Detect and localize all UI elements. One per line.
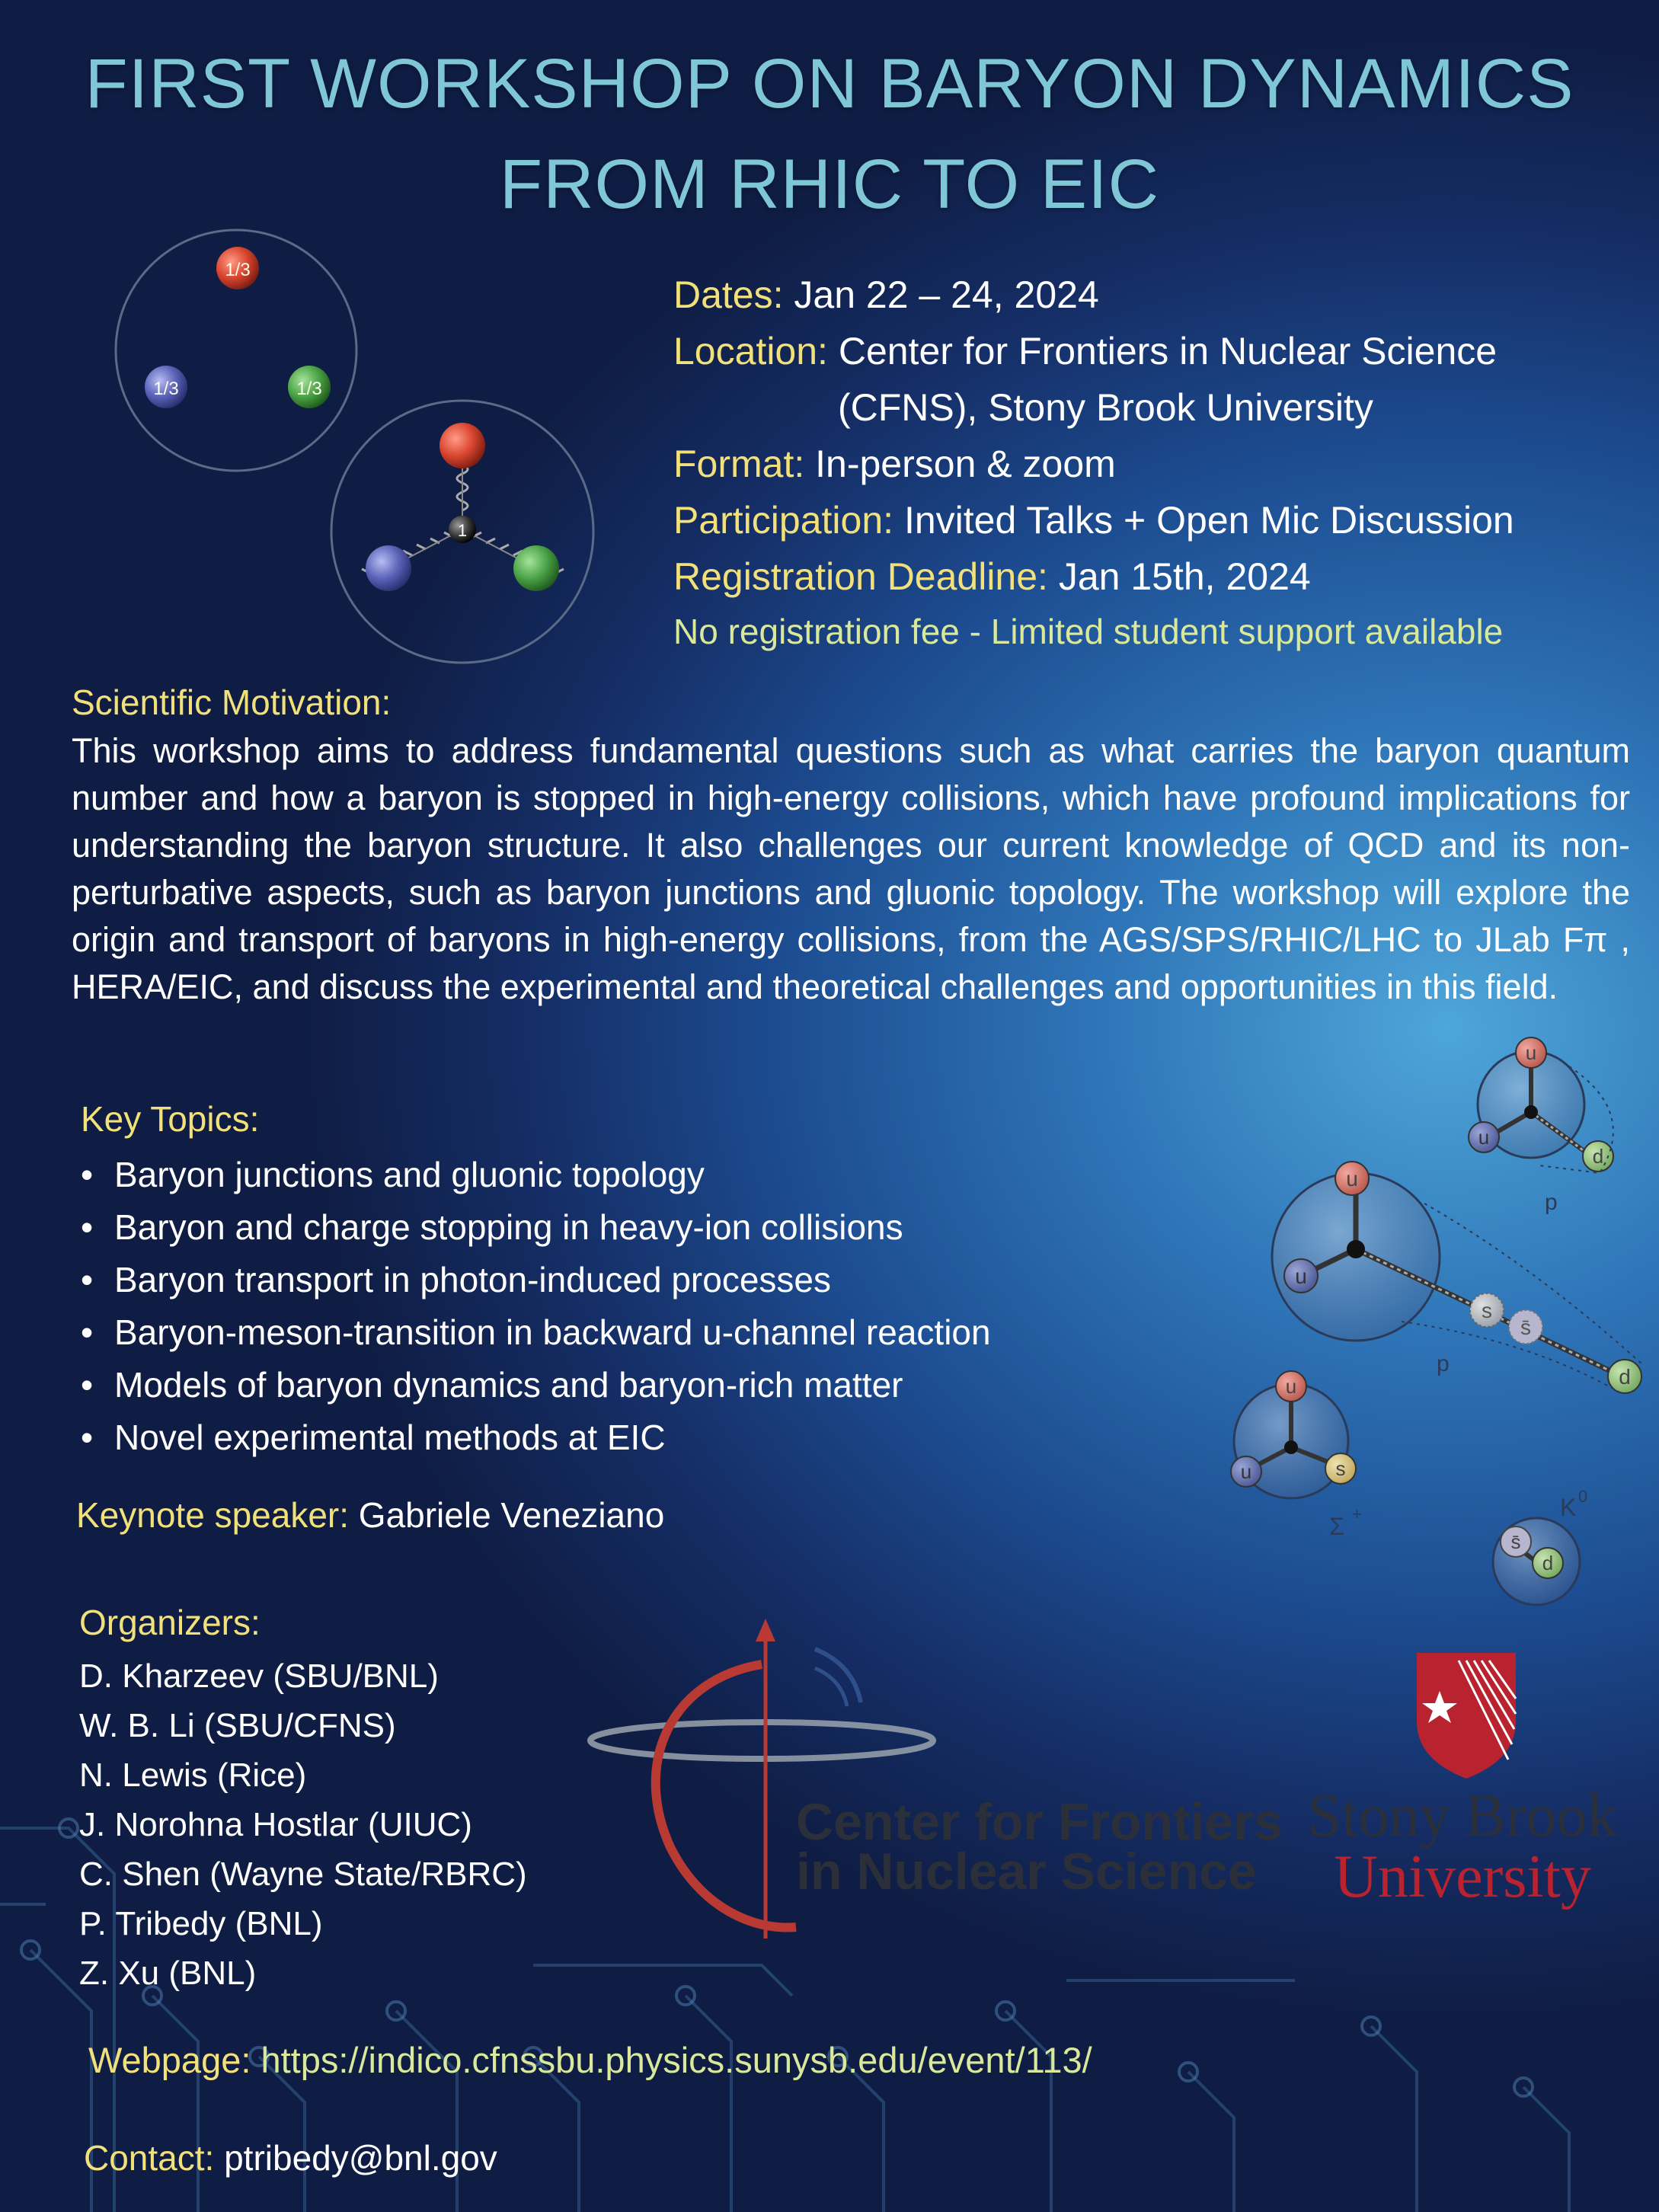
title-line-2: FROM RHIC TO EIC <box>499 145 1160 223</box>
topic-text: Novel experimental methods at EIC <box>114 1418 666 1457</box>
keynote-line <box>76 1494 664 1536</box>
blue-quark-charge: 1/3 <box>153 379 179 399</box>
webpage-link[interactable]: https://indico.cfnssbu.physics.sunysb.edu/event/113/ <box>251 2040 1092 2080</box>
webpage-line <box>88 2039 1092 2081</box>
participation-line <box>673 498 1514 542</box>
list-item: Z. Xu (BNL) <box>79 1955 257 1992</box>
dates-value: Jan 22 – 24, 2024 <box>783 273 1099 316</box>
junction-green-quark <box>513 545 559 591</box>
svg-text:p: p <box>1545 1190 1558 1215</box>
bullet: • <box>81 1155 94 1194</box>
list-item: W. B. Li (SBU/CFNS) <box>79 1707 396 1744</box>
format-line <box>673 442 1116 486</box>
svg-text:u: u <box>1525 1041 1537 1064</box>
topic-text: Baryon junctions and gluonic topology <box>114 1155 705 1194</box>
sigma-baryon <box>1231 1371 1362 1540</box>
topic-text: Baryon-meson-transition in backward u-channel reaction <box>114 1312 991 1352</box>
motivation-heading: Scientific Motivation: <box>72 682 392 722</box>
list-item: C. Shen (Wayne State/RBRC) <box>79 1856 527 1893</box>
red-quark-charge: 1/3 <box>225 260 251 280</box>
cfns-logo-line-1: Center for Frontiers <box>796 1793 1283 1851</box>
list-item: P. Tribedy (BNL) <box>79 1905 323 1942</box>
list-item: J. Norohna Hostlar (UIUC) <box>79 1806 472 1843</box>
list-item <box>81 1411 991 1464</box>
list-item <box>81 1306 991 1359</box>
motivation-text: This workshop aims to address fundamental questions such as what carries the baryon quantum number and how a baryon is stopped in high-energy collisions, which have profound implications for understanding the baryon structure. It also challenges our current knowledge of QCD and its non-perturbative aspects, such as baryon junctions and gluonic topology. The workshop will explore the origin and transport of baryons in high-energy collisions, from the AGS/SPS/RHIC/LHC to JLab Fπ , HERA/EIC, and discuss the experimental and theoretical challenges and opportunities in this field. <box>72 731 1630 1006</box>
keynote-label: Keynote speaker: <box>76 1495 350 1535</box>
svg-text:s: s <box>1482 1299 1492 1322</box>
contact-label: Contact: <box>84 2138 215 2178</box>
green-quark-charge: 1/3 <box>296 379 322 399</box>
topic-text: Baryon and charge stopping in heavy-ion collisions <box>114 1207 903 1247</box>
webpage-label: Webpage: <box>88 2040 251 2080</box>
location-label: Location: <box>673 330 828 372</box>
svg-text:+: + <box>1352 1504 1362 1523</box>
format-label: Format: <box>673 443 805 485</box>
organizers-heading: Organizers: <box>79 1603 261 1642</box>
svg-text:d: d <box>1542 1552 1554 1574</box>
list-item: D. Kharzeev (SBU/BNL) <box>79 1657 439 1695</box>
contact-email-link[interactable]: ptribedy@bnl.gov <box>214 2138 497 2178</box>
svg-text:u: u <box>1285 1375 1297 1398</box>
svg-text:u: u <box>1240 1460 1252 1483</box>
location-value: Center for Frontiers in Nuclear Science <box>827 330 1498 372</box>
bullet: • <box>81 1418 94 1457</box>
deadline-label: Registration Deadline: <box>673 555 1048 598</box>
sbu-logo-line-2: University <box>1334 1843 1591 1910</box>
svg-text:d: d <box>1592 1145 1604 1168</box>
deadline-value: Jan 15th, 2024 <box>1047 555 1311 598</box>
list-item <box>81 1254 991 1306</box>
svg-text:Σ: Σ <box>1329 1513 1344 1540</box>
organizers-list <box>79 1651 527 1998</box>
stony-brook-logo <box>1295 1645 1630 1935</box>
kaon-meson <box>1493 1487 1587 1605</box>
junction-blue-quark <box>366 545 411 591</box>
svg-text:u: u <box>1478 1126 1490 1149</box>
baryon-charge-diagram <box>107 229 594 670</box>
svg-text:s: s <box>1335 1457 1346 1480</box>
fee-note: No registration fee - Limited student support available <box>673 612 1504 651</box>
participation-value: Invited Talks + Open Mic Discussion <box>893 499 1514 542</box>
svg-text:u: u <box>1295 1264 1307 1288</box>
junction-red-quark <box>440 423 485 468</box>
svg-text:K: K <box>1560 1494 1577 1521</box>
deadline-line <box>673 555 1311 599</box>
title-line-1: FIRST WORKSHOP ON BARYON DYNAMICS <box>85 45 1574 123</box>
bullet: • <box>81 1312 94 1352</box>
bullet: • <box>81 1260 94 1299</box>
sbu-logo-line-1: Stony Brook <box>1307 1782 1618 1849</box>
topic-text: Baryon transport in photon-induced processes <box>114 1260 832 1299</box>
list-item <box>81 1149 991 1201</box>
list-item <box>81 1201 991 1254</box>
cfns-logo-line-2: in Nuclear Science <box>796 1843 1257 1900</box>
junction-label: 1 <box>457 521 468 540</box>
bullet: • <box>81 1365 94 1405</box>
topics-heading: Key Topics: <box>81 1099 260 1139</box>
dates-label: Dates: <box>673 273 784 316</box>
dates-line <box>673 273 1099 317</box>
proton-middle <box>1272 1162 1641 1394</box>
bullet: • <box>81 1207 94 1247</box>
topic-text: Models of baryon dynamics and baryon-rich matter <box>114 1365 903 1405</box>
svg-text:d: d <box>1619 1365 1631 1389</box>
topics-list <box>81 1149 991 1464</box>
proton-top <box>1469 1037 1613 1215</box>
keynote-name: Gabriele Veneziano <box>349 1495 665 1535</box>
list-item: N. Lewis (Rice) <box>79 1756 307 1794</box>
svg-text:p: p <box>1437 1351 1450 1376</box>
contact-line <box>84 2137 497 2178</box>
svg-text:s̄: s̄ <box>1520 1315 1531 1339</box>
format-value: In-person & zoom <box>804 443 1116 485</box>
location-line-2: (CFNS), Stony Brook University <box>838 386 1373 429</box>
svg-text:0: 0 <box>1578 1487 1588 1506</box>
svg-text:s̄: s̄ <box>1510 1530 1521 1553</box>
list-item <box>81 1359 991 1411</box>
participation-label: Participation: <box>673 499 894 542</box>
location-line <box>673 329 1497 373</box>
svg-text:u: u <box>1346 1167 1358 1191</box>
cfns-logo <box>587 1619 1283 1939</box>
particle-transport-diagram <box>1211 1021 1659 1615</box>
